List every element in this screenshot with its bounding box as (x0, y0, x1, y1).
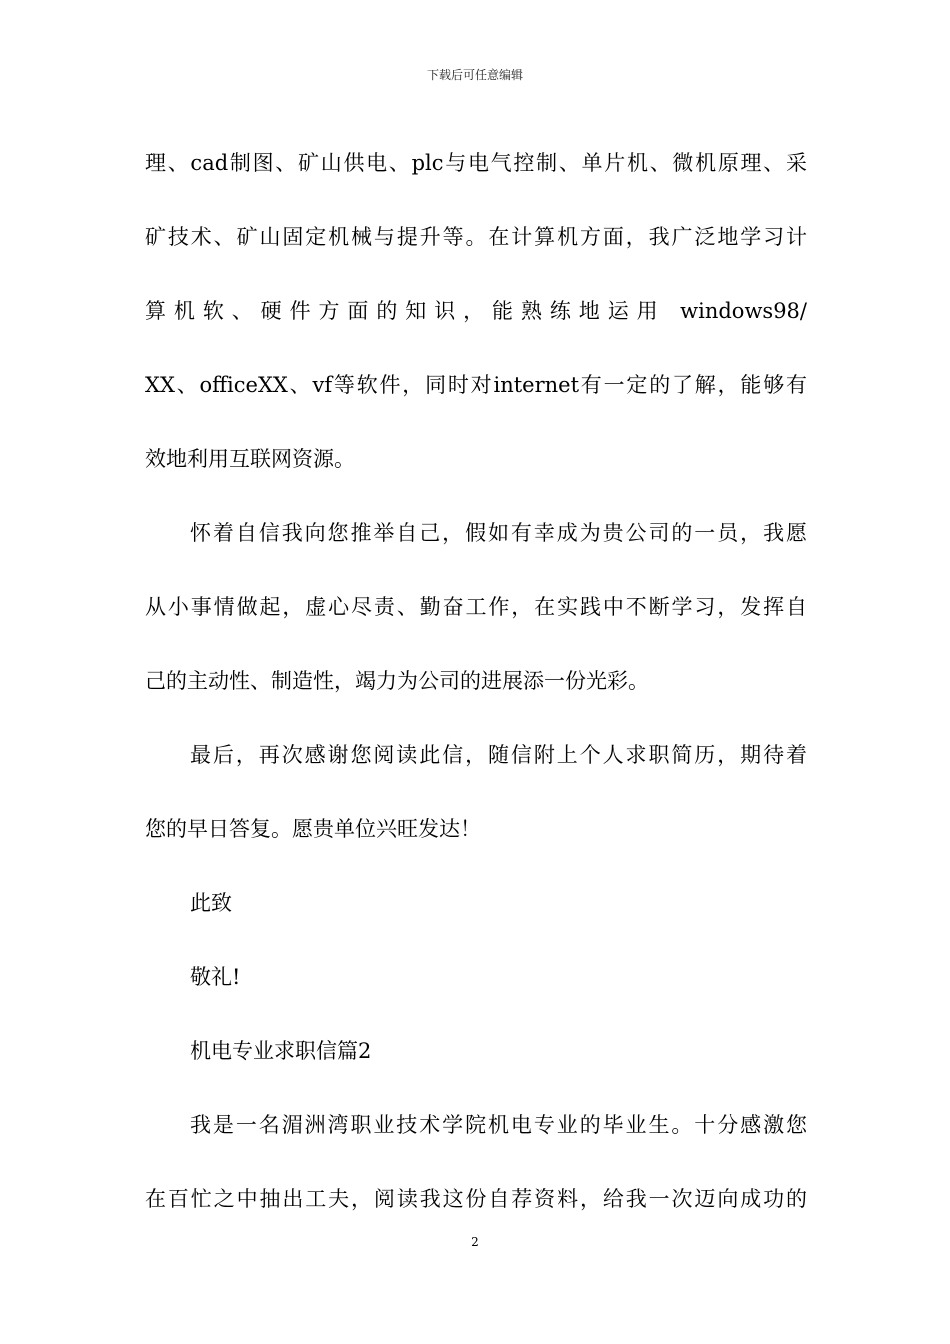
text-line: 机电专业求职信篇2 (190, 1039, 372, 1063)
text-line: 怀着自信我向您推举自己，假如有幸成为贵公司的一员，我愿 (190, 521, 807, 545)
text-line: XX、officeXX、vf等软件，同时对internet有一定的了解，能够有 (145, 373, 807, 397)
paragraph-closing (145, 718, 807, 866)
text-line: 算机软、硬件方面的知识，能熟练地运用 windows98/ (145, 299, 807, 323)
salutation-jingli (145, 940, 807, 1014)
text-line: 矿技术、矿山固定机械与提升等。在计算机方面，我广泛地学习计 (145, 225, 807, 249)
text-line: 敬礼! (190, 965, 241, 989)
page-header-note: 下载后可任意编辑 (426, 68, 523, 82)
page-number: 2 (471, 1235, 479, 1249)
text-line: 从小事情做起，虚心尽责、勤奋工作，在实践中不断学习，发挥自 (145, 595, 807, 619)
paragraph-self-recommendation (145, 496, 807, 718)
text-line: 在百忙之中抽出工夫，阅读我这份自荐资料，给我一次迈向成功的 (145, 1187, 807, 1211)
section-title (145, 1014, 807, 1088)
text-line: 此致 (190, 891, 232, 915)
paragraph-introduction (145, 1088, 807, 1236)
text-line: 最后，再次感谢您阅读此信，随信附上个人求职简历，期待着 (190, 743, 807, 767)
text-line: 我是一名湄洲湾职业技术学院机电专业的毕业生。十分感激您 (190, 1113, 807, 1137)
text-line: 效地利用互联网资源。 (145, 447, 355, 471)
text-line: 己的主动性、制造性，竭力为公司的进展添一份光彩。 (145, 669, 649, 693)
salutation-cizhi (145, 866, 807, 940)
document-body (145, 126, 807, 1236)
paragraph-skills (145, 126, 807, 496)
text-line: 您的早日答复。愿贵单位兴旺发达！ (145, 817, 481, 841)
text-line: 理、cad制图、矿山供电、plc与电气控制、单片机、微机原理、采 (145, 151, 807, 175)
